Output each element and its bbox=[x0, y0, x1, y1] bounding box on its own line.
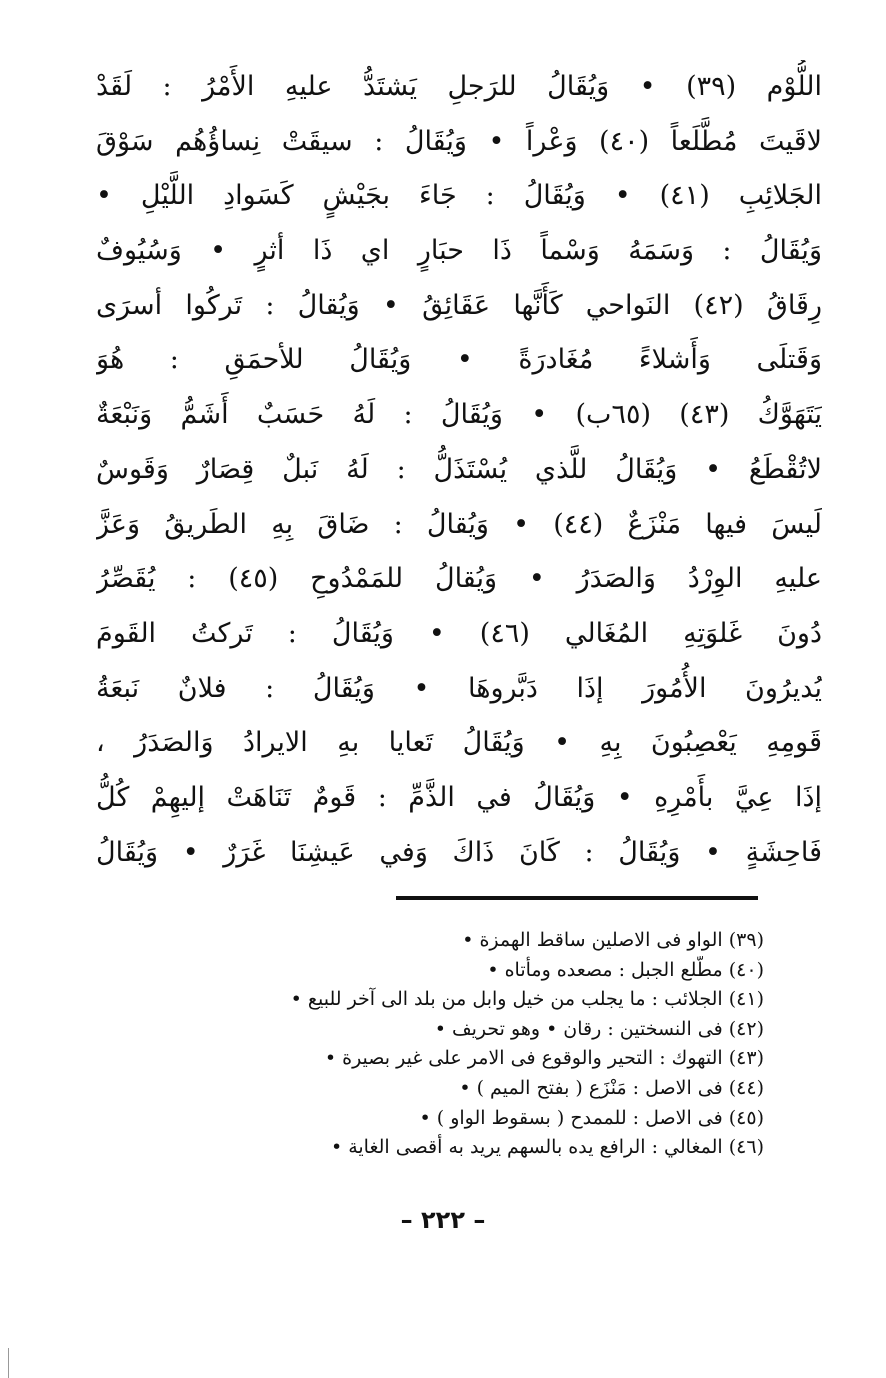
footnote: (٤٢) فى النسختين : رقان • وهو تحريف • bbox=[434, 1017, 764, 1040]
footnote: (٤٤) فى الاصل : مَنْزَع ( بفتح الميم ) • bbox=[459, 1076, 764, 1099]
text-line: فَاحِشَةٍ • وَيُقَالُ : كَانَ ذَاكَ وَفي عَيشِنَا غَرَرٌ • وَيُقَالُ bbox=[96, 836, 822, 868]
text-line: دُونَ غَلوَتِهِ المُغَالي (٤٦) • وَيُقَالُ : تَركتُ القَومَ bbox=[96, 617, 822, 649]
footnotes bbox=[170, 926, 764, 1163]
text-line: لاتُقْطَعُ • وَيُقَالُ للَّذي يُسْتَذَلُّ : لَهُ نَبلٌ قِصَارٌ وَقَوسٌ bbox=[96, 453, 822, 485]
text-line: قَومِهِ يَعْصِبُونَ بِهِ • وَيُقَالُ تَعايا بهِ الايرادُ وَالصَدَرُ ، bbox=[96, 727, 822, 759]
text-line: وَقَتلَى وَأَشلاءً مُغَادرَةً • وَيُقَالُ للأحمَقِ : هُوَ bbox=[96, 344, 822, 376]
text-line: لَيسَ فيها مَنْزَعٌ (٤٤) • وَيُقالُ : ضَاقَ بِهِ الطَريقُ وَعَزَّ bbox=[96, 508, 822, 540]
text-line: لاقَيتَ مُطَّلَعاً (٤٠) وَعْراً • وَيُقَالُ : سيقَتْ نِساؤُهُم سَوْقَ bbox=[96, 125, 822, 157]
footnote: (٤٦) المغالي : الرافع يده بالسهم يريد به أقصى الغاية • bbox=[330, 1136, 764, 1159]
footnote: (٤٣) التهوك : التحير والوقوع فى الامر على غير بصيرة • bbox=[324, 1047, 764, 1070]
text-line: الجَلائِبِ (٤١) • وَيُقَالُ : جَاءَ بجَيْشٍ كَسَوادِ اللَّيْلِ • bbox=[96, 180, 822, 212]
footnote: (٤٥) فى الاصل : للممدح ( بسقوط الواو ) • bbox=[419, 1106, 764, 1129]
text-line: وَيُقَالُ : وَسَمَهُ وَسْماً ذَا حبَارٍ اي ذَا أثرٍ • وَسُيُوفٌ bbox=[96, 235, 822, 267]
text-line: يُديرُونَ الأُمُورَ إذَا دَبَّروهَا • وَيُقَالُ : فلانٌ نَبعَةُ bbox=[96, 672, 822, 704]
page-number: – ٢٢٢ – bbox=[400, 1206, 486, 1234]
footnote: (٤١) الجلائب : ما يجلب من خيل وابل من بلد الى آخر للبيع • bbox=[290, 988, 764, 1011]
text-line: عليهِ الوِرْدُ وَالصَدَرُ • وَيُقالُ للمَمْدُوحِ (٤٥) : يُقَصِّرُ bbox=[96, 563, 822, 595]
text-line: رِقَاقُ (٤٢) النَواحي كَأَنَّها عَقَائِقُ • وَيُقالُ : تَركُوا أسرَى bbox=[96, 289, 822, 321]
footnote: (٤٠) مطّلع الجبل : مصعده ومأتاه • bbox=[487, 958, 764, 981]
text-line: إذَا عِيَّ بأَمْرِهِ • وَيُقَالُ في الذَّمِّ : قَومٌ تَنَاهَتْ إليهِمْ كُلُّ bbox=[96, 781, 822, 813]
main-text bbox=[96, 60, 822, 880]
text-line: اللُّوْم (٣٩) • وَيُقَالُ للرَجلِ يَشتَدُّ عليهِ الأَمْرُ : لَقَدْ bbox=[96, 71, 822, 102]
footnote-separator bbox=[396, 896, 758, 900]
footnote: (٣٩) الواو فى الاصلين ساقط الهمزة • bbox=[462, 929, 764, 951]
scan-edge-mark bbox=[8, 1348, 9, 1378]
text-line: يَتَهَوَّكُ (٤٣) (٦٥ب) • وَيُقَالُ : لَهُ حَسَبٌ أَشَمُّ وَنَبْعَةٌ bbox=[96, 399, 822, 431]
